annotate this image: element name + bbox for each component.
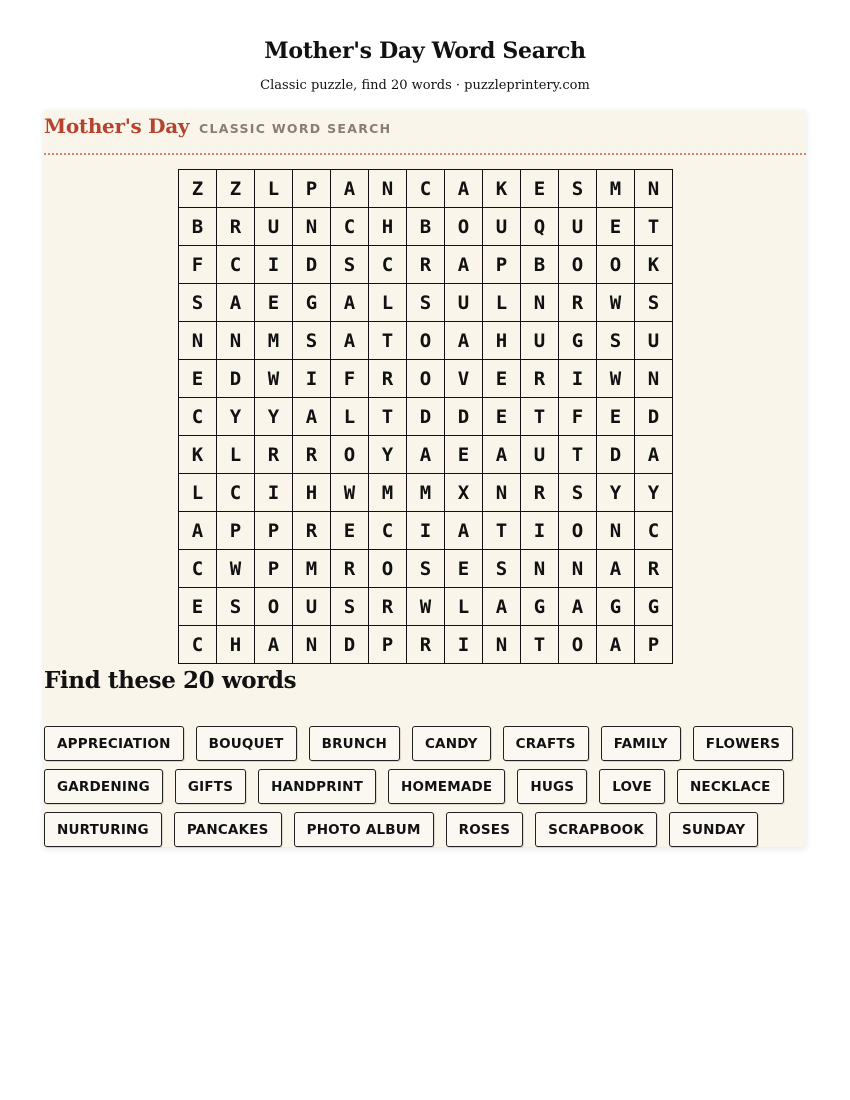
grid-cell[interactable]: N: [635, 170, 673, 208]
word-chip: HOMEMADE: [388, 769, 505, 804]
grid-cell[interactable]: A: [331, 284, 369, 322]
grid-cell[interactable]: A: [445, 512, 483, 550]
grid-cell[interactable]: K: [635, 246, 673, 284]
word-chip: FAMILY: [601, 726, 681, 761]
grid-cell[interactable]: S: [331, 588, 369, 626]
grid-cell[interactable]: C: [179, 398, 217, 436]
grid-cell[interactable]: A: [407, 436, 445, 474]
grid-cell[interactable]: O: [369, 550, 407, 588]
grid-cell[interactable]: A: [445, 170, 483, 208]
grid-cell[interactable]: P: [483, 246, 521, 284]
grid-cell[interactable]: K: [179, 436, 217, 474]
grid-cell[interactable]: H: [483, 322, 521, 360]
grid-cell[interactable]: L: [445, 588, 483, 626]
grid-cell[interactable]: E: [445, 436, 483, 474]
word-chip: BRUNCH: [309, 726, 400, 761]
word-chip: HUGS: [517, 769, 587, 804]
grid-cell[interactable]: Y: [217, 398, 255, 436]
word-chip: CANDY: [412, 726, 491, 761]
grid-cell[interactable]: T: [369, 322, 407, 360]
grid-cell[interactable]: L: [331, 398, 369, 436]
grid-cell[interactable]: B: [521, 246, 559, 284]
grid-cell[interactable]: O: [331, 436, 369, 474]
word-chip: SCRAPBOOK: [535, 812, 657, 847]
grid-cell[interactable]: D: [331, 626, 369, 664]
word-chip: CRAFTS: [503, 726, 589, 761]
grid-cell[interactable]: O: [255, 588, 293, 626]
grid-cell[interactable]: W: [217, 550, 255, 588]
grid-cell[interactable]: Y: [635, 474, 673, 512]
grid-cell[interactable]: G: [559, 322, 597, 360]
grid-cell[interactable]: U: [521, 436, 559, 474]
grid-cell[interactable]: W: [255, 360, 293, 398]
grid-cell[interactable]: U: [559, 208, 597, 246]
card-header: [44, 110, 806, 155]
grid-cell[interactable]: A: [559, 588, 597, 626]
grid-cell[interactable]: N: [293, 208, 331, 246]
grid-cell[interactable]: X: [445, 474, 483, 512]
puzzle-tagline: CLASSIC WORD SEARCH: [199, 121, 392, 136]
grid-cell[interactable]: U: [255, 208, 293, 246]
grid-cell[interactable]: S: [635, 284, 673, 322]
grid-cell[interactable]: S: [179, 284, 217, 322]
grid-cell[interactable]: M: [293, 550, 331, 588]
grid-cell[interactable]: L: [217, 436, 255, 474]
grid-cell[interactable]: F: [179, 246, 217, 284]
grid-cell[interactable]: U: [521, 322, 559, 360]
grid-cell[interactable]: U: [445, 284, 483, 322]
word-chip: PHOTO ALBUM: [294, 812, 434, 847]
grid-cell[interactable]: W: [597, 284, 635, 322]
grid-cell[interactable]: I: [521, 512, 559, 550]
grid-cell[interactable]: U: [483, 208, 521, 246]
grid-cell[interactable]: P: [369, 626, 407, 664]
word-chip: FLOWERS: [693, 726, 793, 761]
grid-cell[interactable]: Z: [179, 170, 217, 208]
grid-cell[interactable]: R: [369, 588, 407, 626]
grid-cell[interactable]: O: [559, 626, 597, 664]
grid-cell[interactable]: G: [597, 588, 635, 626]
grid-cell[interactable]: E: [331, 512, 369, 550]
grid-cell[interactable]: I: [255, 474, 293, 512]
grid-cell[interactable]: R: [293, 436, 331, 474]
grid-cell[interactable]: D: [445, 398, 483, 436]
grid-cell[interactable]: N: [483, 474, 521, 512]
grid-cell[interactable]: W: [597, 360, 635, 398]
grid-cell[interactable]: A: [635, 436, 673, 474]
grid-cell[interactable]: A: [597, 550, 635, 588]
grid-cell[interactable]: T: [559, 436, 597, 474]
grid-cell[interactable]: E: [597, 208, 635, 246]
word-chip: ROSES: [446, 812, 524, 847]
grid-cell[interactable]: O: [407, 322, 445, 360]
grid-cell[interactable]: S: [407, 550, 445, 588]
grid-cell[interactable]: F: [559, 398, 597, 436]
word-chip: BOUQUET: [196, 726, 297, 761]
brand-title: Mother's Day: [44, 114, 190, 138]
grid-cell[interactable]: R: [521, 474, 559, 512]
grid-cell[interactable]: I: [255, 246, 293, 284]
grid-cell[interactable]: I: [407, 512, 445, 550]
grid-cell[interactable]: L: [483, 284, 521, 322]
grid-cell[interactable]: C: [179, 550, 217, 588]
grid-cell[interactable]: K: [483, 170, 521, 208]
grid-cell[interactable]: Z: [217, 170, 255, 208]
word-chip: GIFTS: [175, 769, 246, 804]
grid-cell[interactable]: C: [217, 246, 255, 284]
grid-cell[interactable]: L: [179, 474, 217, 512]
grid-cell[interactable]: M: [369, 474, 407, 512]
letter-grid: [178, 169, 673, 664]
grid-cell[interactable]: P: [217, 512, 255, 550]
word-chip: GARDENING: [44, 769, 163, 804]
grid-cell[interactable]: I: [445, 626, 483, 664]
grid-cell[interactable]: A: [331, 322, 369, 360]
grid-cell[interactable]: O: [597, 246, 635, 284]
grid-cell[interactable]: C: [179, 626, 217, 664]
grid-cell[interactable]: G: [293, 284, 331, 322]
grid-cell[interactable]: Y: [369, 436, 407, 474]
grid-cell[interactable]: N: [597, 512, 635, 550]
grid-cell[interactable]: E: [597, 398, 635, 436]
grid-cell[interactable]: E: [255, 284, 293, 322]
word-chip: HANDPRINT: [258, 769, 376, 804]
grid-cell[interactable]: N: [369, 170, 407, 208]
grid-cell[interactable]: M: [255, 322, 293, 360]
grid-cell[interactable]: C: [635, 512, 673, 550]
grid-cell[interactable]: U: [635, 322, 673, 360]
grid-cell[interactable]: S: [559, 170, 597, 208]
grid-cell[interactable]: E: [521, 170, 559, 208]
grid-cell[interactable]: R: [407, 246, 445, 284]
grid-cell[interactable]: S: [597, 322, 635, 360]
grid-cell[interactable]: B: [179, 208, 217, 246]
grid-cell[interactable]: D: [635, 398, 673, 436]
grid-cell[interactable]: E: [179, 588, 217, 626]
grid-cell[interactable]: T: [521, 398, 559, 436]
grid-cell[interactable]: N: [483, 626, 521, 664]
grid-cell[interactable]: O: [445, 208, 483, 246]
grid-cell[interactable]: P: [255, 512, 293, 550]
grid-cell[interactable]: D: [597, 436, 635, 474]
grid-cell[interactable]: A: [445, 246, 483, 284]
grid-cell[interactable]: S: [293, 322, 331, 360]
grid-cell[interactable]: P: [635, 626, 673, 664]
page-title: Mother's Day Word Search: [264, 38, 586, 64]
grid-cell[interactable]: T: [635, 208, 673, 246]
grid-cell[interactable]: D: [293, 246, 331, 284]
grid-cell[interactable]: R: [369, 360, 407, 398]
word-chip: SUNDAY: [669, 812, 758, 847]
grid-cell[interactable]: P: [255, 550, 293, 588]
word-chip: LOVE: [599, 769, 665, 804]
grid-cell[interactable]: I: [559, 360, 597, 398]
grid-cell[interactable]: D: [217, 360, 255, 398]
grid-cell[interactable]: R: [255, 436, 293, 474]
page-subtitle: Classic puzzle, find 20 words · puzzleprintery.com: [260, 78, 590, 93]
grid-cell[interactable]: C: [369, 512, 407, 550]
grid-cell[interactable]: G: [635, 588, 673, 626]
grid-cell[interactable]: C: [407, 170, 445, 208]
grid-cell[interactable]: D: [407, 398, 445, 436]
grid-cell[interactable]: R: [559, 284, 597, 322]
grid-cell[interactable]: P: [293, 170, 331, 208]
grid-cell[interactable]: V: [445, 360, 483, 398]
grid-cell[interactable]: I: [293, 360, 331, 398]
grid-cell[interactable]: A: [597, 626, 635, 664]
grid-cell[interactable]: N: [635, 360, 673, 398]
grid-cell[interactable]: C: [369, 246, 407, 284]
word-chip: NECKLACE: [677, 769, 784, 804]
grid-cell[interactable]: S: [331, 246, 369, 284]
grid-cell[interactable]: O: [407, 360, 445, 398]
grid-cell[interactable]: B: [407, 208, 445, 246]
grid-cell[interactable]: W: [331, 474, 369, 512]
grid-cell[interactable]: C: [331, 208, 369, 246]
word-list: [44, 726, 806, 847]
grid-cell[interactable]: N: [179, 322, 217, 360]
grid-cell[interactable]: E: [179, 360, 217, 398]
grid-cell[interactable]: T: [483, 512, 521, 550]
grid-cell[interactable]: G: [521, 588, 559, 626]
grid-cell[interactable]: S: [483, 550, 521, 588]
grid-cell[interactable]: C: [217, 474, 255, 512]
grid-cell[interactable]: R: [331, 550, 369, 588]
grid-cell[interactable]: A: [217, 284, 255, 322]
grid-cell[interactable]: A: [483, 436, 521, 474]
grid-cell[interactable]: N: [559, 550, 597, 588]
grid-cell[interactable]: S: [559, 474, 597, 512]
wordlist-heading: Find these 20 words: [44, 667, 297, 694]
grid-cell[interactable]: H: [217, 626, 255, 664]
grid-cell[interactable]: E: [483, 398, 521, 436]
grid-cell[interactable]: N: [521, 284, 559, 322]
grid-cell[interactable]: A: [293, 398, 331, 436]
grid-cell[interactable]: N: [217, 322, 255, 360]
grid-cell[interactable]: R: [635, 550, 673, 588]
grid-cell[interactable]: O: [559, 512, 597, 550]
grid-cell[interactable]: T: [369, 398, 407, 436]
grid-cell[interactable]: O: [559, 246, 597, 284]
grid-cell[interactable]: R: [407, 626, 445, 664]
grid-cell[interactable]: A: [445, 322, 483, 360]
word-chip: PANCAKES: [174, 812, 282, 847]
grid-cell[interactable]: A: [255, 626, 293, 664]
grid-cell[interactable]: Y: [255, 398, 293, 436]
grid-cell[interactable]: N: [521, 550, 559, 588]
grid-cell[interactable]: L: [369, 284, 407, 322]
grid-cell[interactable]: E: [445, 550, 483, 588]
grid-cell[interactable]: L: [255, 170, 293, 208]
grid-cell[interactable]: H: [293, 474, 331, 512]
word-chip: APPRECIATION: [44, 726, 184, 761]
grid-cell[interactable]: A: [483, 588, 521, 626]
grid-cell[interactable]: F: [331, 360, 369, 398]
grid-cell[interactable]: S: [217, 588, 255, 626]
word-chip: NURTURING: [44, 812, 162, 847]
grid-cell[interactable]: R: [217, 208, 255, 246]
grid-cell[interactable]: Q: [521, 208, 559, 246]
grid-cell[interactable]: N: [293, 626, 331, 664]
grid-cell[interactable]: E: [483, 360, 521, 398]
puzzle-card: [44, 110, 806, 847]
grid-cell[interactable]: S: [407, 284, 445, 322]
grid-cell[interactable]: R: [521, 360, 559, 398]
grid-cell[interactable]: T: [521, 626, 559, 664]
grid-cell[interactable]: R: [293, 512, 331, 550]
grid-cell[interactable]: U: [293, 588, 331, 626]
grid-cell[interactable]: A: [331, 170, 369, 208]
grid-cell[interactable]: M: [597, 170, 635, 208]
grid-cell[interactable]: H: [369, 208, 407, 246]
grid-cell[interactable]: A: [179, 512, 217, 550]
grid-cell[interactable]: M: [407, 474, 445, 512]
grid-cell[interactable]: W: [407, 588, 445, 626]
grid-cell[interactable]: Y: [597, 474, 635, 512]
